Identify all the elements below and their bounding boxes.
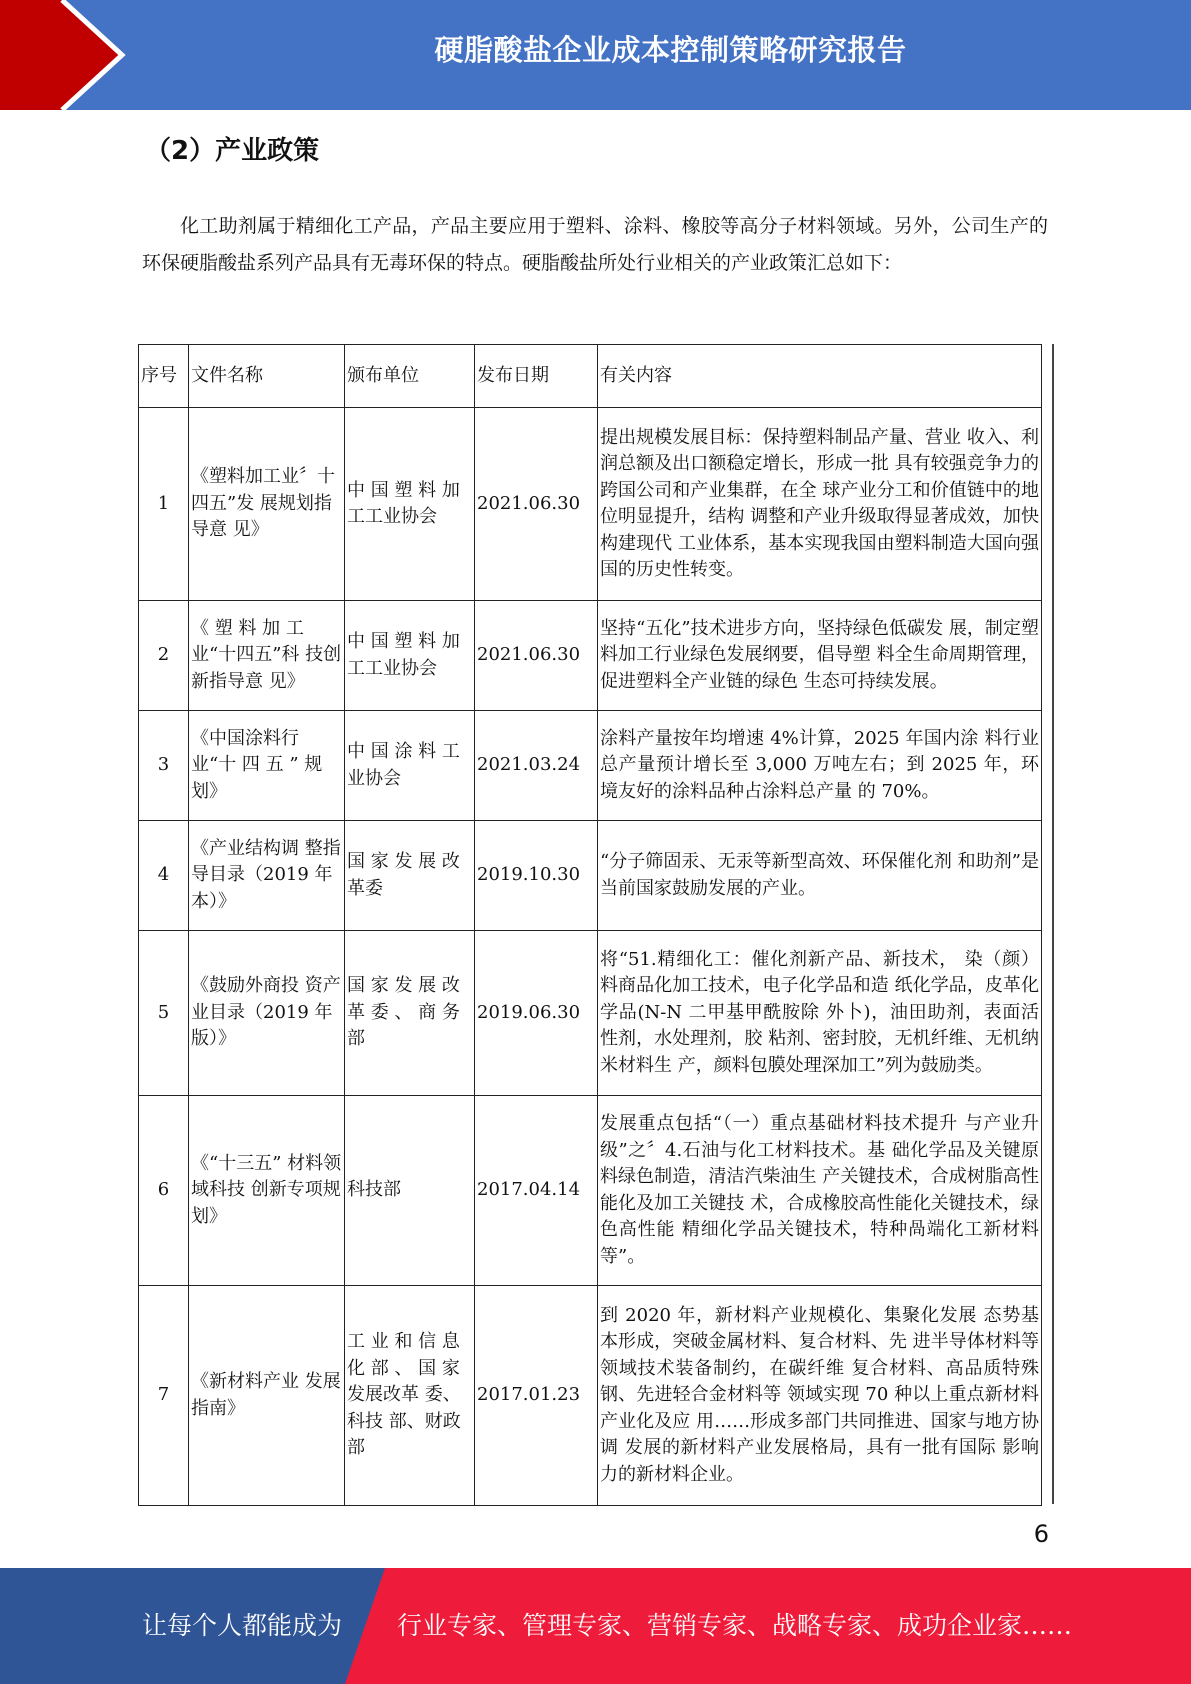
header-issuer: 颁布单位 (345, 345, 475, 408)
table-row (139, 1096, 1042, 1286)
footer-slogan-right: 行业专家、管理专家、营销专家、战略专家、成功企业家…… (397, 1611, 1073, 1640)
row-no: 7 (139, 1286, 189, 1506)
row-content: “分子筛固汞、无汞等新型高效、环保催化剂 和助剂”是当前国家鼓励发展的产业。 (598, 821, 1042, 931)
page-number: 6 (1033, 1520, 1049, 1548)
header-arrow-decoration (0, 0, 150, 110)
row-no: 2 (139, 601, 189, 711)
page-footer (0, 1568, 1191, 1684)
row-name: 《 塑 料 加 工 业“十四五”科 技创新指导意 见》 (189, 601, 345, 711)
row-name: 《产业结构调 整指导目录（2019 年本）》 (189, 821, 345, 931)
header-name: 文件名称 (189, 345, 345, 408)
row-issuer: 国 家 发 展 改 革 委 、 商 务 部 (345, 931, 475, 1096)
table-row (139, 931, 1042, 1096)
header-no: 序号 (139, 345, 189, 408)
row-issuer: 国 家 发 展 改 革委 (345, 821, 475, 931)
row-no: 6 (139, 1096, 189, 1286)
row-date: 2019.10.30 (475, 821, 598, 931)
row-content: 发展重点包括“（一）重点基础材料技术提升 与产业升级”之〞4.石油与化工材料技术。基 础化学品及关键原料绿色制造，清洁汽柴油生 产关键技术，合成树脂高性能化及加工关键技 术，合成橡胶高性能化关键技术，绿色高性能 精细化学品关键技术，特种咼端化工新材料 等”。 (598, 1096, 1042, 1286)
row-date: 2017.01.23 (475, 1286, 598, 1506)
row-date: 2017.04.14 (475, 1096, 598, 1286)
policy-table (138, 344, 1042, 1506)
row-no: 3 (139, 711, 189, 821)
intro-paragraph: 化工助剂属于精细化工产品，产品主要应用于塑料、涂料、橡胶等高分子材料领域。另外，公司生产的环保硬脂酸盐系列产品具有无毒环保的特点。硬脂酸盐所处行业相关的产业政策汇总如下： (142, 215, 1048, 274)
row-name: 《塑料加工业〞十四五”发 展规划指导意 见》 (189, 408, 345, 601)
row-name: 《中国涂料行 业“十 四 五 ” 规划》 (189, 711, 345, 821)
table-row (139, 711, 1042, 821)
section-title: （2）产业政策 (145, 136, 320, 166)
page-header (0, 0, 1191, 110)
row-no: 4 (139, 821, 189, 931)
row-name: 《鼓励外商投 资产业目录（2019 年版）》 (189, 931, 345, 1096)
row-date: 2021.03.24 (475, 711, 598, 821)
row-content: 将“51.精细化工：催化剂新产品、新技术， 染（颜）料商品化加工技术，电子化学品和造 纸化学品，皮革化学品(N-N 二甲基甲酰胺除 外卜)，油田助剂，表面活性剂，水处理剂，胶 粘剂、密封胶，无机纤维、无机纳米材料生 产，颜料包膜处理深加工”列为鼓励类。 (598, 931, 1042, 1096)
row-issuer: 科技部 (345, 1096, 475, 1286)
row-date: 2019.06.30 (475, 931, 598, 1096)
row-date: 2021.06.30 (475, 601, 598, 711)
table-row (139, 601, 1042, 711)
table-row (139, 821, 1042, 931)
row-no: 5 (139, 931, 189, 1096)
table-side-rule (1052, 344, 1054, 1504)
row-name: 《新材料产业 发展指南》 (189, 1286, 345, 1506)
row-content: 到 2020 年，新材料产业规模化、集聚化发展 态势基本形成，突破金属材料、复合材料、先 进半导体材料等领域技术装备制约，在碳纤维 复合材料、高品质特殊钢、先进轻合金材料等 领域实现 70 种以上重点新材料产业化及应 用……形成多部门共同推进、国家与地方协调 发展的新材料产业发展格局，具有一批有国际 影响力的新材料企业。 (598, 1286, 1042, 1506)
row-issuer: 中 国 涂 料 工 业协会 (345, 711, 475, 821)
footer-slogan-left: 让每个人都能成为 (142, 1611, 343, 1640)
row-content: 涂料产量按年均增速 4%计算，2025 年国内涂 料行业总产量预计增长至 3,000 万吨左右；到 2025 年，环境友好的涂料品种占涂料总产量 的 70%。 (598, 711, 1042, 821)
row-issuer: 中 国 塑 料 加 工工业协会 (345, 408, 475, 601)
row-issuer: 工 业 和 信 息 化 部 、 国 家 发展改革 委、科技 部、财政部 (345, 1286, 475, 1506)
table-row (139, 1286, 1042, 1506)
row-date: 2021.06.30 (475, 408, 598, 601)
report-title: 硬脂酸盐企业成本控制策略研究报告 (434, 33, 907, 67)
row-content: 提出规模发展目标：保持塑料制品产量、营业 收入、利润总额及出口额稳定增长，形成一批 具有较强竞争力的跨国公司和产业集群，在全 球产业分工和价值链中的地位明显提升，结构 调整和产业升级取得显著成效，加快构建现代 工业体系，基本实现我国由塑料制造大国向强 国的历史性转变。 (598, 408, 1042, 601)
row-content: 坚持“五化”技术进步方向，坚持绿色低碳发 展，制定塑料加工行业绿色发展纲要，倡导塑 料全生命周期管理，促进塑料全产业链的绿色 生态可持续发展。 (598, 601, 1042, 711)
table-header-row (139, 345, 1042, 408)
row-issuer: 中 国 塑 料 加 工工业协会 (345, 601, 475, 711)
header-content: 有关内容 (598, 345, 1042, 408)
row-no: 1 (139, 408, 189, 601)
header-date: 发布日期 (475, 345, 598, 408)
row-name: 《“十三五” 材料领域科技 创新专项规 划》 (189, 1096, 345, 1286)
table-row (139, 408, 1042, 601)
